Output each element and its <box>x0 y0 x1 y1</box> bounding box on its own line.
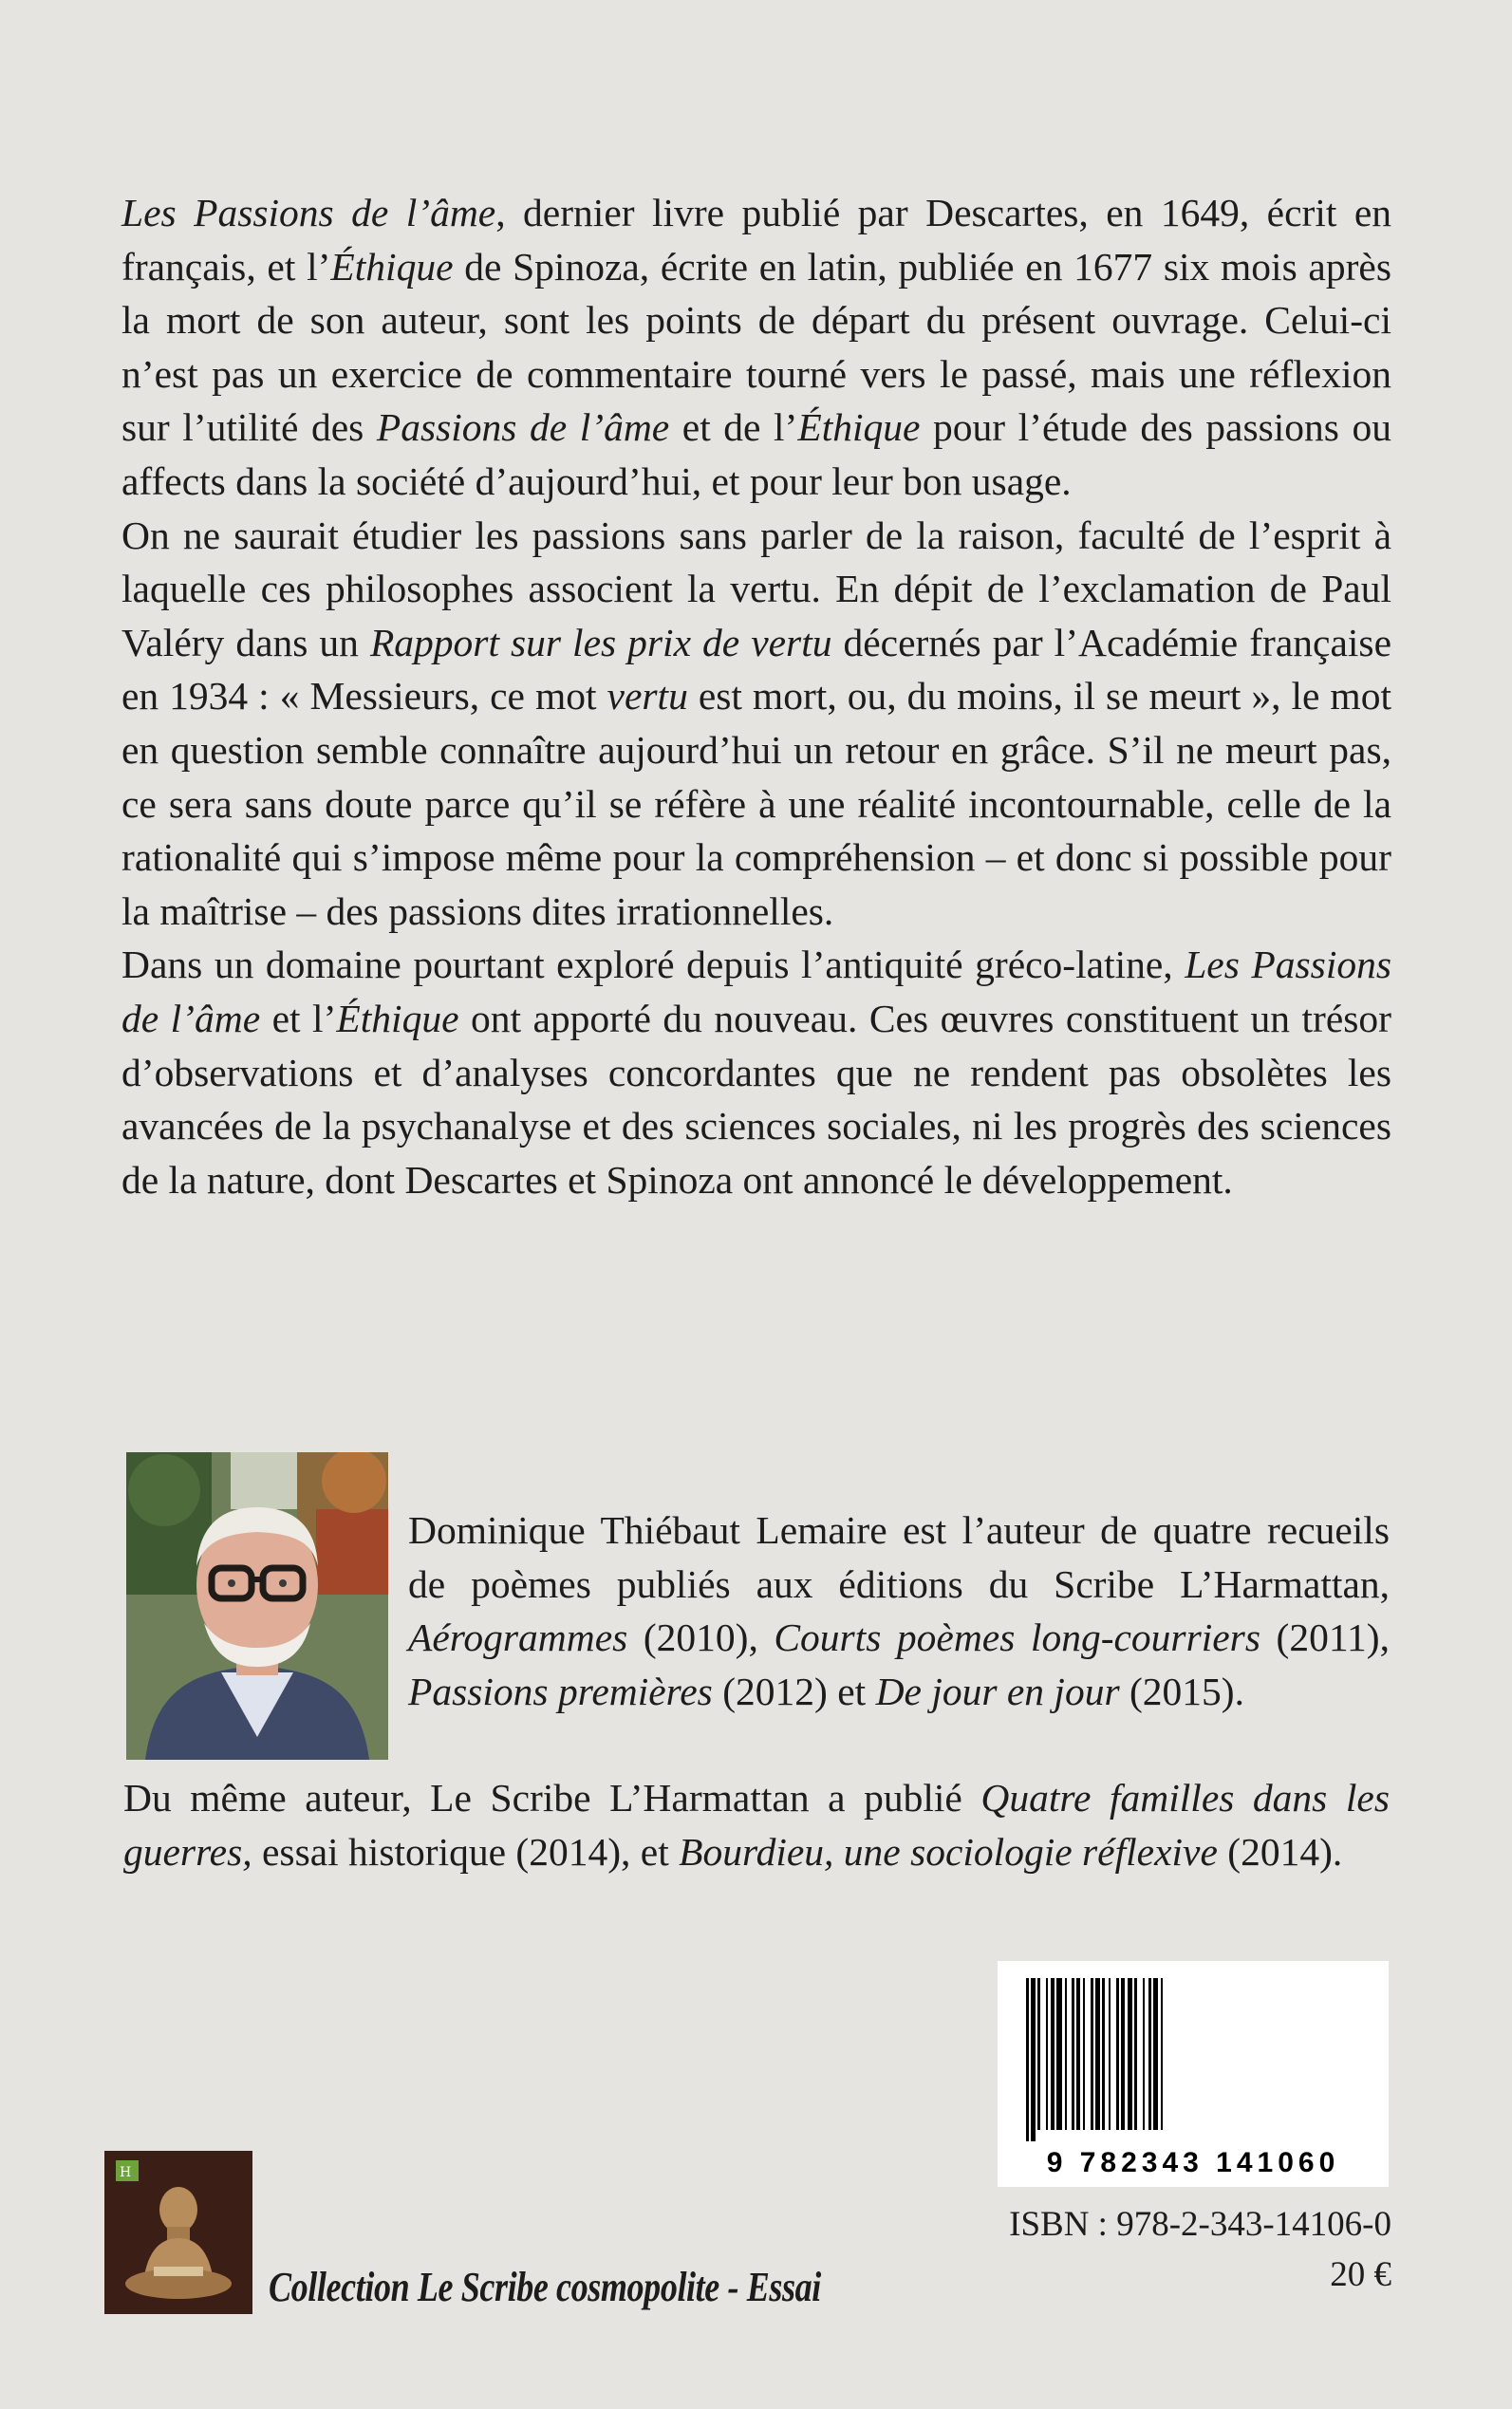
barcode-bar <box>1031 1978 1036 2141</box>
title-ethique: Éthique <box>336 996 459 1040</box>
barcode-bar <box>1116 1978 1119 2130</box>
barcode-bar <box>1161 1978 1163 2130</box>
barcode-bar <box>1134 1978 1137 2130</box>
works-text: (2014). <box>1217 1829 1343 1874</box>
other-works-paragraph <box>123 1771 1390 1878</box>
blurb-text: est mort, ou, du moins, il se meurt », le mot en question semble connaître aujourd’hui un retour en grâce. S’il ne meurt pas, ce sera sans doute parce qu’il se réfère à une réalité incontournable, celle de la rationalité qui s’impose même pour la compréhension – et donc si possible pour la maîtrise – des passions dites irrationnelles. <box>121 674 1391 933</box>
blurb-text: On ne saurait étudier les passions sans parler de la raison, faculté de l’esprit à laquelle ces philosophes associent la vertu. En dépit de l’exclamation de Paul Valéry dans un <box>121 513 1391 664</box>
title-quatre-familles: Quatre familles dans les guerres, <box>123 1776 1390 1874</box>
author-portrait-illustration <box>126 1452 388 1760</box>
isbn: ISBN : 978-2-343-14106-0 <box>1009 2205 1391 2244</box>
price: 20 € <box>1330 2255 1391 2294</box>
blurb-text: décernés par l’Académie française en 1934 : « Messieurs, ce mot <box>121 620 1391 719</box>
other-works <box>123 1771 1390 1878</box>
svg-text:H: H <box>120 2165 132 2180</box>
barcode-bar <box>1083 1978 1085 2130</box>
barcode-bar <box>1148 1978 1151 2130</box>
barcode-bars <box>998 1961 1389 2151</box>
title-de-jour-en-jour: De jour en jour <box>875 1669 1120 1713</box>
barcode-bar <box>1102 1978 1105 2130</box>
barcode-bar <box>1091 1978 1093 2130</box>
title-rapport: Rapport sur les prix de vertu <box>369 620 832 664</box>
title-passions-de-l-ame: Passions de l’âme <box>376 405 670 450</box>
blurb-text: ont apporté du nouveau. Ces œuvres constituent un trésor d’observations et d’analyses concordantes que ne rendent pas obsolètes les avancées de la psychanalyse et des sciences sociales, ni les progrès des sciences de la nature, dont Descartes et Spinoza ont annoncé le développement. <box>121 996 1391 1202</box>
barcode-bar <box>1153 1978 1158 2130</box>
barcode-digits: 9 782343 141060 <box>1046 2147 1340 2178</box>
blurb-text: de Spinoza, écrite en latin, publiée en 1677 six mois après la mort de son auteur, sont les points de départ du présent ouvrage. Celui-ci n’est pas un exercice de commentaire tourné vers le passé, mais une réflexion sur l’utilité des <box>121 244 1391 450</box>
blurb-paragraph-3 <box>121 938 1391 1206</box>
author-bio-paragraph <box>408 1503 1390 1718</box>
barcode-bar <box>1056 1978 1062 2130</box>
barcode-bar <box>1128 1978 1132 2130</box>
title-aerogrammes: Aérogrammes <box>408 1615 628 1660</box>
title-ethique: Éthique <box>330 244 454 289</box>
author-bio <box>408 1503 1390 1718</box>
author-photo <box>126 1452 388 1760</box>
back-cover-blurb <box>121 186 1391 1206</box>
barcode-bar <box>1065 1978 1067 2130</box>
barcode-bar <box>1076 1978 1080 2130</box>
title-bourdieu: Bourdieu, une sociologie réflexive <box>679 1829 1218 1874</box>
title-passions-de-l-ame: Les Passions de l’âme <box>121 191 496 234</box>
collection-name: Collection Le Scribe cosmopolite - Essai <box>269 2264 821 2310</box>
barcode-bar <box>1037 1978 1040 2130</box>
barcode-bar <box>1143 1978 1145 2130</box>
collection-logo <box>104 2151 252 2314</box>
barcode-bar <box>1095 1978 1100 2130</box>
barcode-bar <box>1046 1978 1048 2130</box>
blurb-text: et de l’ <box>669 405 798 450</box>
title-courts-poemes: Courts poèmes long-courriers <box>774 1615 1260 1660</box>
barcode-bar <box>1026 1978 1029 2141</box>
scribe-statue-icon <box>104 2151 252 2314</box>
barcode-bar <box>1051 1978 1055 2130</box>
barcode <box>998 1961 1389 2187</box>
blurb-paragraph-2 <box>121 509 1391 939</box>
works-text: Du même auteur, Le Scribe L’Harmattan a publié <box>123 1776 981 1820</box>
bio-text: (2012) et <box>712 1669 876 1713</box>
barcode-bar <box>1121 1978 1125 2130</box>
bio-text: (2010), <box>627 1615 775 1660</box>
title-passions-de-l-ame: Les Passions de l’âme <box>121 943 1391 1040</box>
title-passions-premieres: Passions premières <box>408 1669 713 1713</box>
barcode-bar <box>1072 1978 1074 2130</box>
bio-text: (2015). <box>1119 1669 1244 1713</box>
blurb-text: pour l’étude des passions ou affects dans la société d’aujourd’hui, et pour leur bon usage. <box>121 405 1391 503</box>
word-vertu: vertu <box>607 674 688 719</box>
bio-text: (2011), <box>1260 1615 1390 1660</box>
title-ethique: Éthique <box>797 405 921 450</box>
blurb-text: et l’ <box>260 996 337 1040</box>
blurb-paragraph-1 <box>121 186 1391 509</box>
blurb-text: , dernier livre publié par Descartes, en 1649, écrit en français, et l’ <box>121 191 1392 289</box>
bio-text: Dominique Thiébaut Lemaire est l’auteur de quatre recueils de poèmes publiés aux éditions du Scribe L’Harmattan, <box>408 1508 1390 1606</box>
barcode-bar <box>1109 1978 1111 2130</box>
blurb-text: Dans un domaine pourtant exploré depuis l’antiquité gréco-latine, <box>121 943 1185 987</box>
works-text: essai historique (2014), et <box>252 1829 680 1874</box>
